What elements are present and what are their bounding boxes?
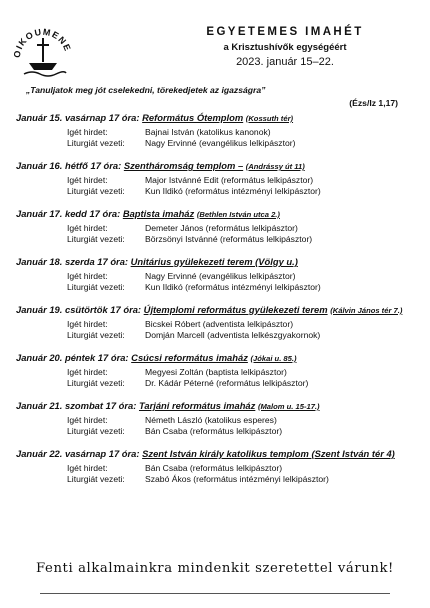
event-item bbox=[16, 304, 420, 340]
liturgy-label: Liturgiát vezeti: bbox=[67, 377, 125, 388]
preacher-row bbox=[16, 415, 420, 426]
preacher-name: Bicskei Róbert (adventista lelkipásztor) bbox=[145, 319, 294, 329]
preacher-row bbox=[16, 175, 420, 186]
preacher-row bbox=[16, 367, 420, 378]
liturgy-label: Liturgiát vezeti: bbox=[67, 233, 125, 244]
liturgy-row bbox=[16, 186, 420, 197]
preacher-label: Igét hirdet: bbox=[67, 415, 108, 425]
liturgy-row bbox=[16, 426, 420, 437]
preacher-label: Igét hirdet: bbox=[67, 367, 108, 377]
preacher-row bbox=[16, 271, 420, 282]
event-item bbox=[16, 352, 420, 388]
event-address: (Jókai u. 85.) bbox=[250, 354, 297, 363]
event-item bbox=[16, 400, 420, 436]
liturgy-row bbox=[16, 378, 420, 389]
event-time: Január 17. kedd 17 óra: bbox=[16, 208, 121, 219]
oikoumene-logo bbox=[12, 20, 74, 82]
date-range: 2023. január 15–22. bbox=[236, 56, 334, 68]
preacher-row bbox=[16, 319, 420, 330]
event-item bbox=[16, 160, 420, 196]
preacher-label: Igét hirdet: bbox=[67, 127, 108, 137]
event-heading bbox=[16, 304, 420, 316]
event-item bbox=[16, 256, 420, 292]
event-venue: Tarjáni református imaház bbox=[138, 400, 256, 411]
closing-line: Fenti alkalmainkra mindenkit szeretettel várunk! bbox=[36, 561, 394, 576]
liturgy-leader-name: Bán Csaba (református lelkipásztor) bbox=[145, 425, 283, 436]
liturgy-leader-name: Domján Marcell (adventista lelkészgyakornok) bbox=[145, 329, 321, 340]
liturgy-leader-name: Szabó Ákos (református intézményi lelkipásztor) bbox=[145, 473, 329, 484]
liturgy-row bbox=[16, 474, 420, 485]
event-time: Január 18. szerda 17 óra: bbox=[16, 256, 129, 267]
page-title: EGYETEMES IMAHÉT bbox=[206, 26, 364, 38]
preacher-label: Igét hirdet: bbox=[67, 319, 108, 329]
bible-reference: (Ézs/Iz 1,17) bbox=[349, 98, 398, 108]
liturgy-label: Liturgiát vezeti: bbox=[67, 425, 125, 436]
preacher-name: Major Istvánné Edit (református lelkipásztor) bbox=[145, 175, 314, 185]
event-heading bbox=[16, 256, 420, 268]
header bbox=[160, 26, 410, 68]
event-venue: Csúcsi református imaház bbox=[131, 352, 248, 363]
liturgy-leader-name: Dr. Kádár Péterné (református lelkipásztor) bbox=[145, 377, 309, 388]
event-time: Január 22. vasárnap 17 óra: bbox=[16, 448, 140, 459]
event-time: Január 19. csütörtök 17 óra: bbox=[16, 304, 142, 315]
liturgy-leader-name: Kun Ildikó (református intézményi lelkipásztor) bbox=[145, 185, 321, 196]
event-venue: Újtemplomi református gyülekezeti terem bbox=[143, 304, 328, 315]
event-venue: Református Ótemplom bbox=[142, 112, 244, 123]
motto-quote: „Tanuljatok meg jót cselekedni, törekedjetek az igazságra” bbox=[26, 85, 266, 95]
liturgy-leader-name: Kun Ildikó (református intézményi lelkipásztor) bbox=[145, 281, 321, 292]
preacher-name: Bán Csaba (református lelkipásztor) bbox=[145, 463, 283, 473]
event-time: Január 16. hétfő 17 óra: bbox=[16, 160, 122, 171]
event-address: (Malom u. 15-17.) bbox=[257, 402, 320, 411]
preacher-label: Igét hirdet: bbox=[67, 271, 108, 281]
preacher-label: Igét hirdet: bbox=[67, 463, 108, 473]
liturgy-row bbox=[16, 282, 420, 293]
liturgy-label: Liturgiát vezeti: bbox=[67, 329, 125, 340]
logo-text: OIKOUMENE bbox=[12, 26, 73, 59]
preacher-name: Bajnai István (katolikus kanonok) bbox=[145, 127, 271, 137]
event-heading bbox=[16, 112, 420, 124]
preacher-row bbox=[16, 223, 420, 234]
liturgy-row bbox=[16, 138, 420, 149]
event-venue: Szent István király katolikus templom (Szent István tér 4) bbox=[142, 448, 395, 459]
liturgy-leader-name: Börzsönyi Istvánné (református lelkipásztor) bbox=[145, 233, 313, 244]
preacher-name: Nagy Ervinné (evangélikus lelkipásztor) bbox=[145, 271, 296, 281]
event-address: (Kossuth tér) bbox=[245, 114, 294, 123]
event-venue: Baptista imaház bbox=[122, 208, 195, 219]
event-item bbox=[16, 448, 420, 484]
liturgy-label: Liturgiát vezeti: bbox=[67, 281, 125, 292]
preacher-name: Megyesi Zoltán (baptista lelkipásztor) bbox=[145, 367, 287, 377]
event-item bbox=[16, 208, 420, 244]
event-heading bbox=[16, 448, 420, 460]
liturgy-label: Liturgiát vezeti: bbox=[67, 473, 125, 484]
event-address: (Kálvin János tér 7.) bbox=[330, 306, 403, 315]
event-address: (Bethlen István utca 2.) bbox=[196, 210, 280, 219]
event-time: Január 21. szombat 17 óra: bbox=[16, 400, 137, 411]
divider bbox=[40, 593, 390, 594]
liturgy-row bbox=[16, 234, 420, 245]
event-item bbox=[16, 112, 420, 148]
preacher-label: Igét hirdet: bbox=[67, 223, 108, 233]
event-venue: Unitárius gyülekezeti terem (Völgy u.) bbox=[130, 256, 298, 267]
preacher-label: Igét hirdet: bbox=[67, 175, 108, 185]
page-subtitle: a Krisztushívők egységéért bbox=[223, 42, 347, 53]
event-time: Január 15. vasárnap 17 óra: bbox=[16, 112, 140, 123]
preacher-row bbox=[16, 463, 420, 474]
liturgy-label: Liturgiát vezeti: bbox=[67, 137, 125, 148]
event-heading bbox=[16, 400, 420, 412]
preacher-row bbox=[16, 127, 420, 138]
liturgy-label: Liturgiát vezeti: bbox=[67, 185, 125, 196]
event-heading bbox=[16, 160, 420, 172]
event-list bbox=[16, 112, 420, 496]
event-heading bbox=[16, 208, 420, 220]
event-time: Január 20. péntek 17 óra: bbox=[16, 352, 129, 363]
preacher-name: Demeter János (református lelkipásztor) bbox=[145, 223, 298, 233]
liturgy-row bbox=[16, 330, 420, 341]
event-venue: Szentháromság templom – bbox=[123, 160, 244, 171]
event-address: (Andrássy út 11) bbox=[245, 162, 305, 171]
liturgy-leader-name: Nagy Ervinné (evangélikus lelkipásztor) bbox=[145, 137, 296, 148]
preacher-name: Németh László (katolikus esperes) bbox=[145, 415, 277, 425]
event-heading bbox=[16, 352, 420, 364]
